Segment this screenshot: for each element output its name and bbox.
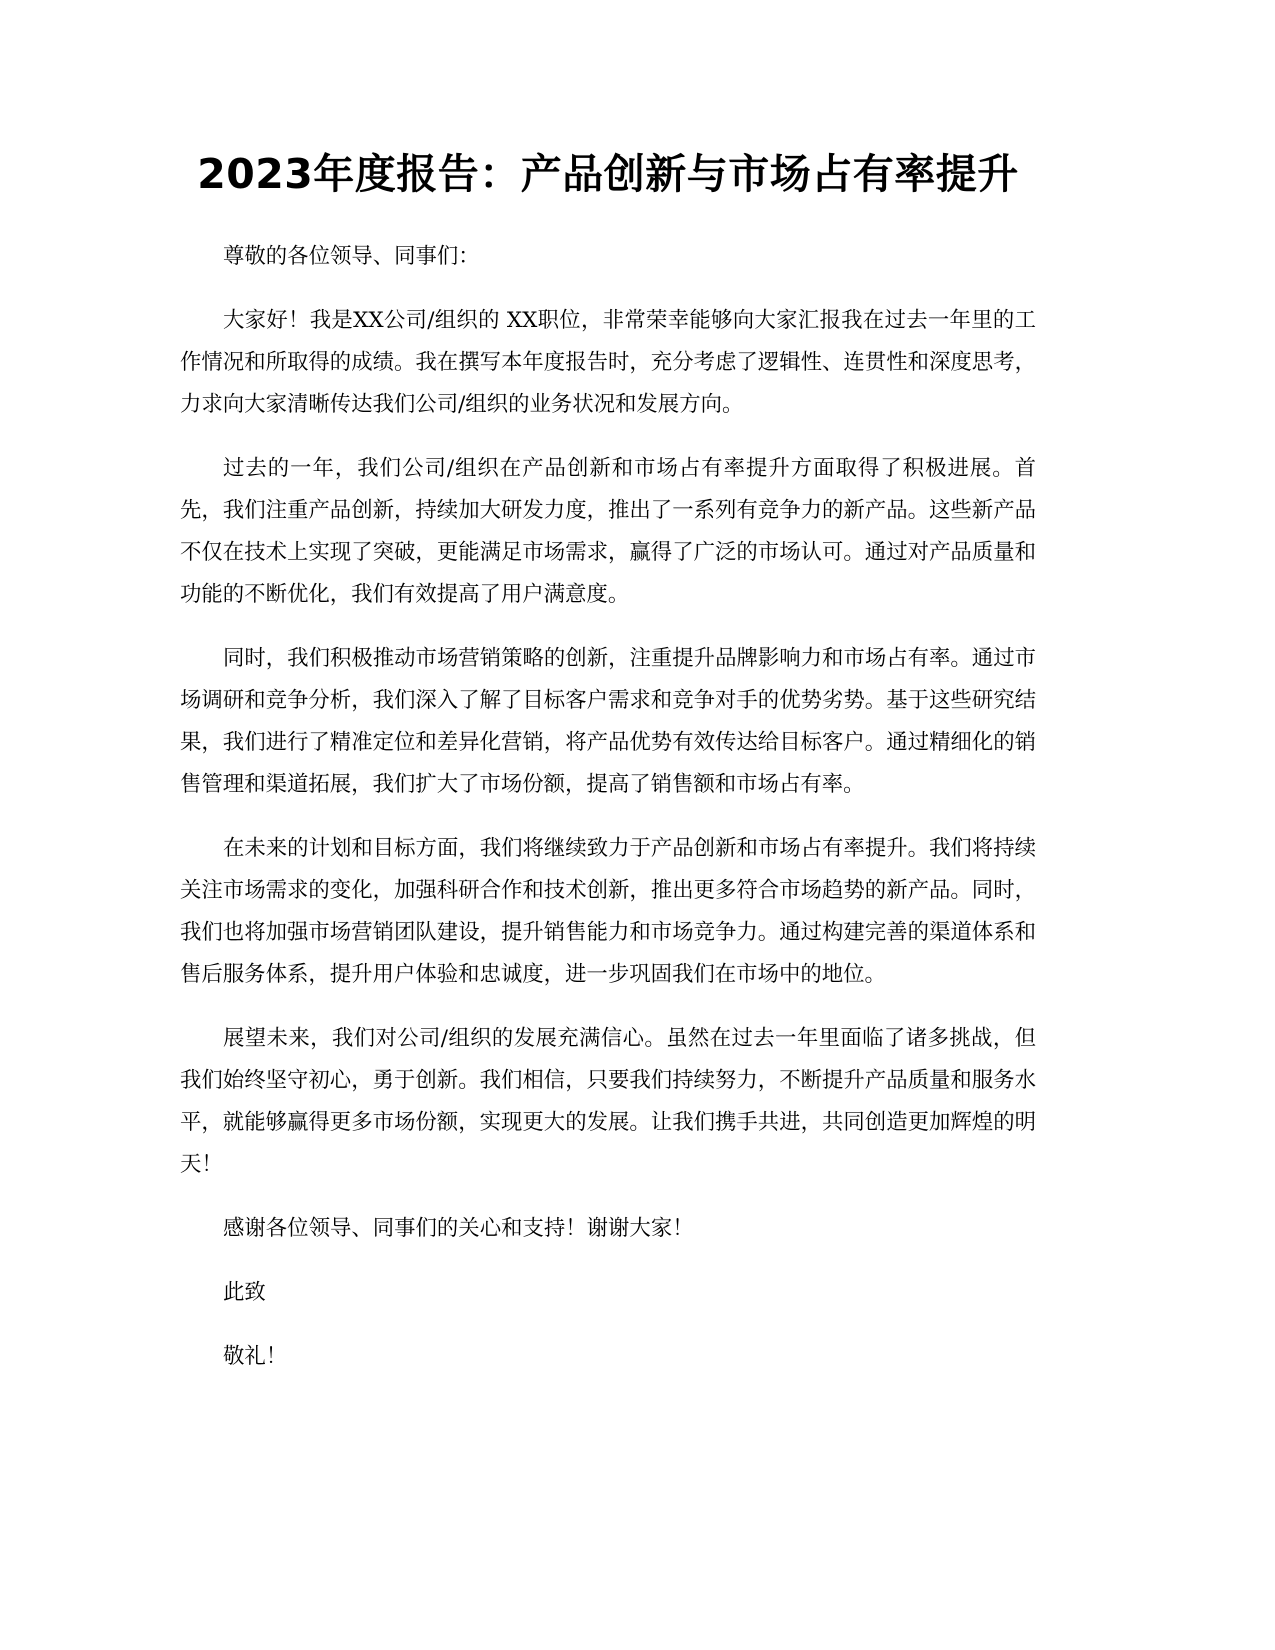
paragraph-introduction: 大家好！我是XX公司/组织的 XX职位，非常荣幸能够向大家汇报我在过去一年里的工作情况和所取得的成绩。我在撰写本年度报告时，充分考虑了逻辑性、连贯性和深度思考，力求向大家清晰传达我们公司/组织的业务状况和发展方向。 (180, 308, 1036, 417)
closing-line-1: 此致 (223, 1280, 266, 1305)
salutation: 尊敬的各位领导、同事们： (223, 244, 480, 269)
document-page (180, 0, 1036, 1650)
paragraph-marketing-strategy: 同时，我们积极推动市场营销策略的创新，注重提升品牌影响力和市场占有率。通过市场调研和竞争分析，我们深入了解了目标客户需求和竞争对手的优势劣势。基于这些研究结果，我们进行了精准定位和差异化营销，将产品优势有效传达给目标客户。通过精细化的销售管理和渠道拓展，我们扩大了市场份额，提高了销售额和市场占有率。 (180, 646, 1036, 797)
paragraph-product-innovation: 过去的一年，我们公司/组织在产品创新和市场占有率提升方面取得了积极进展。首先，我们注重产品创新，持续加大研发力度，推出了一系列有竞争力的新产品。这些新产品不仅在技术上实现了突破，更能满足市场需求，赢得了广泛的市场认可。通过对产品质量和功能的不断优化，我们有效提高了用户满意度。 (180, 456, 1036, 607)
closing-line-2: 敬礼！ (223, 1344, 288, 1369)
paragraph-outlook: 展望未来，我们对公司/组织的发展充满信心。虽然在过去一年里面临了诸多挑战，但我们始终坚守初心，勇于创新。我们相信，只要我们持续努力，不断提升产品质量和服务水平，就能够赢得更多市场份额，实现更大的发展。让我们携手共进，共同创造更加辉煌的明天！ (180, 1026, 1036, 1177)
document-body (180, 236, 1036, 1400)
paragraph-future-plans: 在未来的计划和目标方面，我们将继续致力于产品创新和市场占有率提升。我们将持续关注市场需求的变化，加强科研合作和技术创新，推出更多符合市场趋势的新产品。同时，我们也将加强市场营销团队建设，提升销售能力和市场竞争力。通过构建完善的渠道体系和售后服务体系，提升用户体验和忠诚度，进一步巩固我们在市场中的地位。 (180, 836, 1036, 987)
thanks-line: 感谢各位领导、同事们的关心和支持！谢谢大家！ (223, 1216, 694, 1241)
document-title: 2023年度报告：产品创新与市场占有率提升 (197, 150, 1019, 198)
